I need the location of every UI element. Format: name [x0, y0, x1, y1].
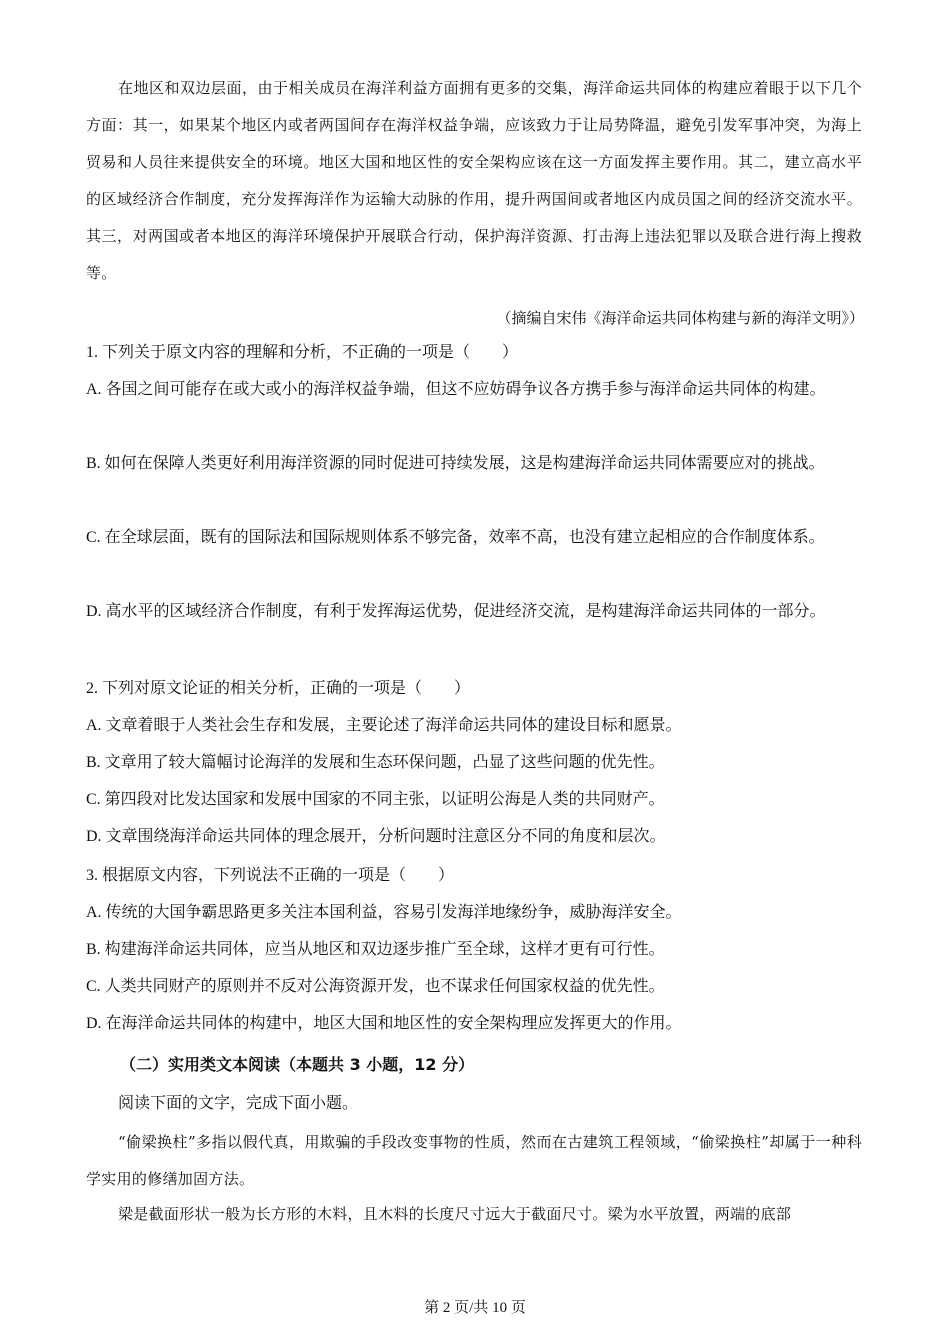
question-1-option-b: B. 如何在保障人类更好利用海洋资源的同时促进可持续发展，这是构建海洋命运共同体需要应对的挑战。: [86, 455, 825, 472]
question-3-option-b: B. 构建海洋命运共同体，应当从地区和双边逐步推广至全球，这样才更有可行性。: [86, 941, 665, 958]
question-3-stem: 3. 根据原文内容，下列说法不正确的一项是（ ）: [86, 867, 455, 884]
question-2-option-a: A. 文章着眼于人类社会生存和发展，主要论述了海洋命运共同体的建设目标和愿景。: [86, 717, 682, 734]
question-3-option-d: D. 在海洋命运共同体的构建中，地区大国和地区性的安全架构理应发挥更大的作用。: [86, 1015, 682, 1032]
body-paragraph-maritime: 在地区和双边层面，由于相关成员在海洋利益方面拥有更多的交集，海洋命运共同体的构建应着眼于以下几个方面：其一，如果某个地区内或者两国间存在海洋权益争端，应该致力于让局势降温，避免引发军事冲突，为海上贸易和人员往来提供安全的环境。地区大国和地区性的安全架构应该在这一方面发挥主要作用。其二，建立高水平的区域经济合作制度，充分发挥海洋作为运输大动脉的作用，提升两国间或者地区内成员国之间的经济交流水平。其三，对两国或者本地区的海洋环境保护开展联合行动，保护海洋资源、打击海上违法犯罪以及联合进行海上搜救等。: [86, 79, 862, 282]
question-2-option-c: C. 第四段对比发达国家和发展中国家的不同主张，以证明公海是人类的共同财产。: [86, 791, 665, 808]
section-title: （二）实用类文本阅读（本题共 3 小题，12 分）: [120, 1055, 475, 1074]
page-footer: 第 2 页/共 10 页: [424, 1300, 526, 1316]
question-3-option-a: A. 传统的大国争霸思路更多关注本国利益，容易引发海洋地缘纷争，威胁海洋安全。: [86, 904, 682, 921]
question-1-option-d: D. 高水平的区域经济合作制度，有利于发挥海运优势，促进经济交流，是构建海洋命运共同体的一部分。: [86, 603, 826, 620]
source-citation: （摘编自宋伟《海洋命运共同体构建与新的海洋文明》）: [496, 309, 864, 327]
question-1-option-a: A. 各国之间可能存在或大或小的海洋权益争端，但这不应妨碍争议各方携手参与海洋命运共同体的构建。: [86, 381, 826, 398]
question-1-option-c: C. 在全球层面，既有的国际法和国际规则体系不够完备，效率不高，也没有建立起相应的合作制度体系。: [86, 529, 825, 546]
section-intro: 阅读下面的文字，完成下面小题。: [118, 1095, 359, 1112]
body-paragraph-beam: 梁是截面形状一般为长方形的木料，且木料的长度尺寸远大于截面尺寸。梁为水平放置，两端的底部: [118, 1205, 792, 1223]
body-paragraph-idiom: “偷梁换柱”多指以假代真，用欺骗的手段改变事物的性质，然而在古建筑工程领域，“偷梁换柱”却属于一种科学实用的修缮加固方法。: [86, 1133, 862, 1188]
question-1-stem: 1. 下列关于原文内容的理解和分析，不正确的一项是（ ）: [86, 344, 519, 361]
question-2-option-b: B. 文章用了较大篇幅讨论海洋的发展和生态环保问题，凸显了这些问题的优先性。: [86, 754, 665, 771]
question-2-option-d: D. 文章围绕海洋命运共同体的理念展开，分析问题时注意区分不同的角度和层次。: [86, 828, 666, 845]
question-3-option-c: C. 人类共同财产的原则并不反对公海资源开发，也不谋求任何国家权益的优先性。: [86, 978, 665, 995]
question-2-stem: 2. 下列对原文论证的相关分析，正确的一项是（ ）: [86, 680, 471, 697]
